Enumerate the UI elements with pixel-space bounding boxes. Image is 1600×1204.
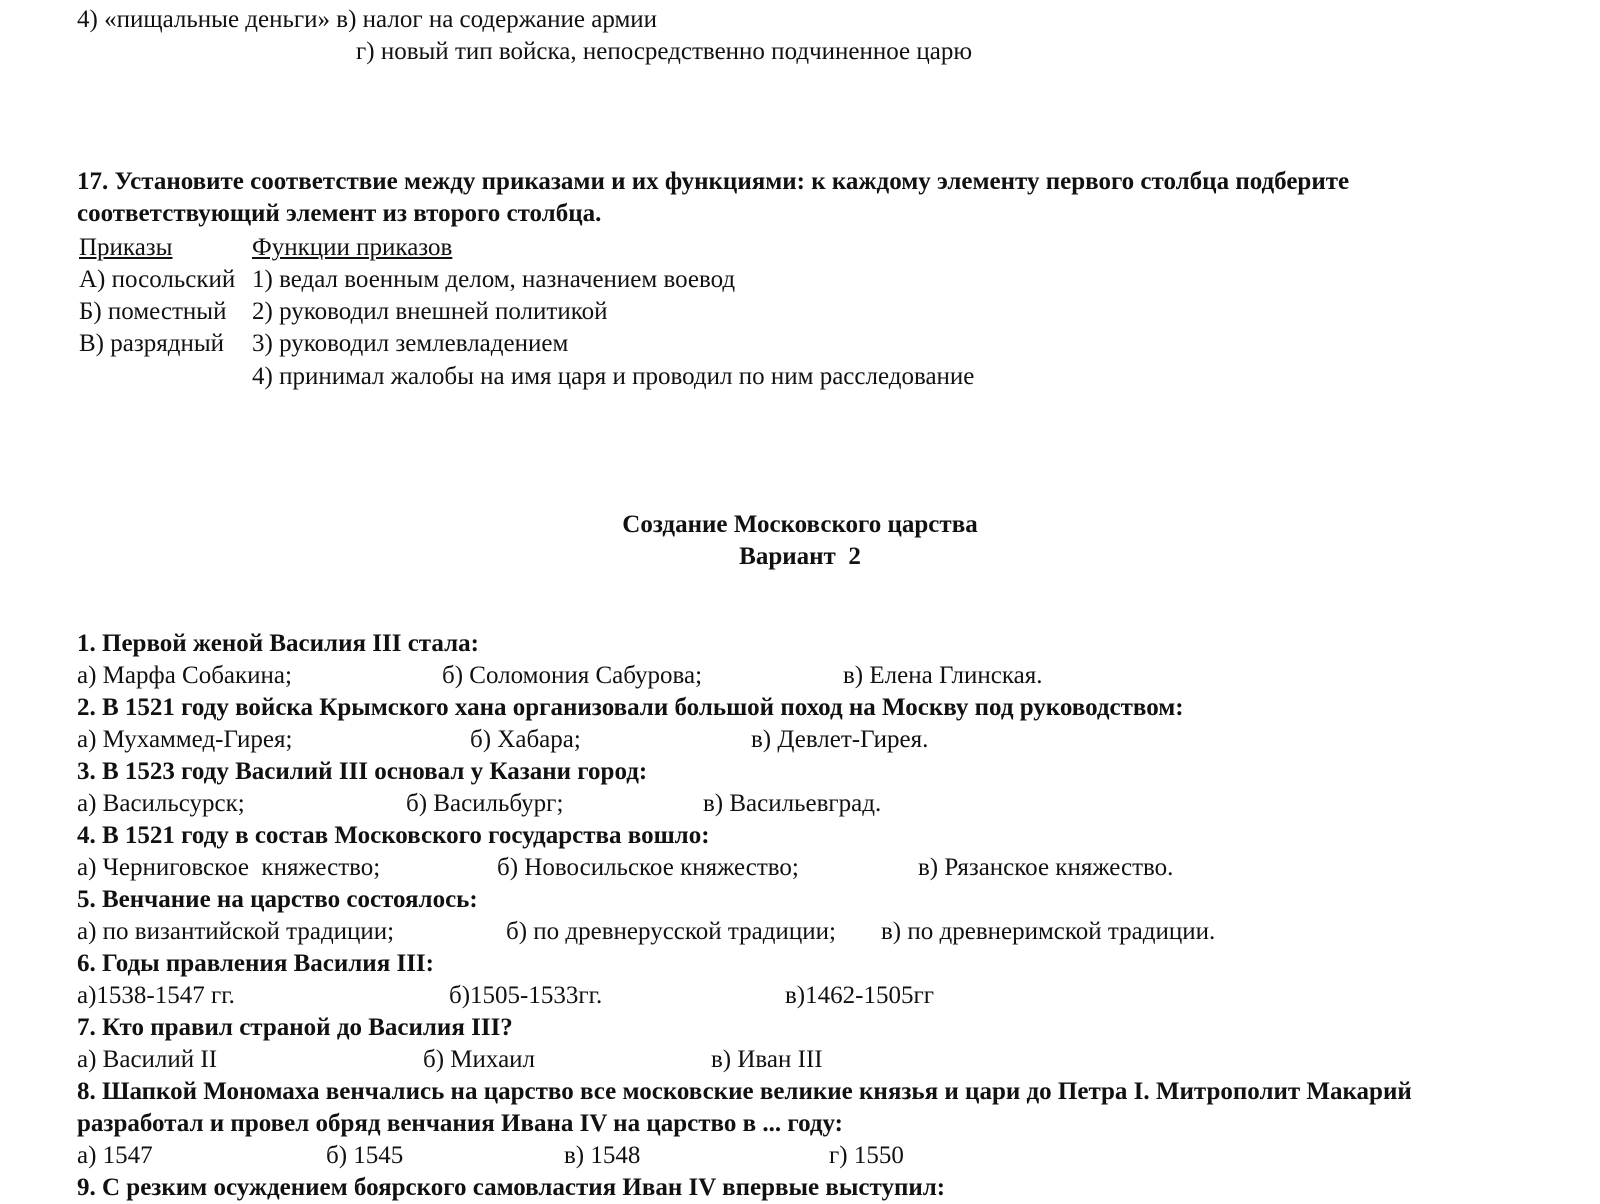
q17-col2-item-1: 1) ведал военным делом, назначением воевод — [252, 266, 736, 293]
q3-option-b: б) Васильбург; — [406, 790, 564, 817]
q2-option-a: а) Мухаммед-Гирея; — [77, 726, 293, 753]
section-title: Создание Московского царства — [622, 511, 978, 538]
q17-col1-item-a: А) посольский — [79, 266, 236, 293]
question-5: 5. Венчание на царство состоялось: — [77, 886, 478, 913]
q7-option-a: а) Василий II — [77, 1046, 218, 1073]
question-6: 6. Годы правления Василия III: — [77, 950, 434, 977]
q3-option-v: в) Васильевград. — [703, 790, 882, 817]
q8-option-a: а) 1547 — [77, 1142, 153, 1169]
q4-option-b: б) Новосильское княжество; — [497, 854, 799, 881]
q5-option-b: б) по древнерусской традиции; — [506, 918, 836, 945]
q6-option-a: а)1538-1547 гг. — [77, 982, 235, 1009]
q4-option-v: в) Рязанское княжество. — [918, 854, 1174, 881]
q17-text: . Установите соответствие между приказами и их функциями: к каждому элементу первого столбца подберите — [102, 168, 1350, 195]
q17-number: 17 — [77, 168, 102, 195]
q17-col2-item-4: 4) принимал жалобы на имя царя и проводил по ним расследование — [252, 363, 975, 390]
q7-option-v: в) Иван III — [711, 1046, 823, 1073]
q3-option-a: а) Васильсурск; — [77, 790, 245, 817]
q17-col1-item-v: В) разрядный — [79, 330, 224, 357]
q1-option-v: в) Елена Глинская. — [843, 662, 1043, 689]
q1-option-a: а) Марфа Собакина; — [77, 662, 292, 689]
q17-prompt-line1 — [77, 166, 1349, 198]
q17-prompt-line2: соответствующий элемент из второго столбца. — [77, 200, 602, 227]
prev-question-option-4: 4) «пищальные деньги» в) налог на содержание армии — [77, 6, 658, 33]
question-1: 1. Первой женой Василия III стала: — [77, 630, 479, 657]
q4-option-a: а) Черниговское княжество; — [77, 854, 381, 881]
q8-option-b: б) 1545 — [326, 1142, 404, 1169]
q1-option-b: б) Соломония Сабурова; — [442, 662, 703, 689]
prev-question-option-g: г) новый тип войска, непосредственно подчиненное царю — [356, 38, 973, 65]
q2-option-b: б) Хабара; — [470, 726, 581, 753]
question-9: 9. С резким осуждением боярского самовластия Иван IV впервые выступил: — [77, 1174, 946, 1201]
q8-option-v: в) 1548 — [564, 1142, 641, 1169]
question-3: 3. В 1523 году Василий III основал у Казани город: — [77, 758, 648, 785]
q5-option-a: а) по византийской традиции; — [77, 918, 395, 945]
question-8-line1: 8. Шапкой Мономаха венчались на царство все московские великие князья и цари до Петра I. Митрополит Макарий — [77, 1078, 1412, 1105]
question-8-line2: разработал и провел обряд венчания Ивана IV на царство в ... году: — [77, 1110, 844, 1137]
q17-col2-header: Функции приказов — [252, 234, 453, 261]
q17-col2-item-2: 2) руководил внешней политикой — [252, 298, 608, 325]
q6-option-b: б)1505-1533гг. — [449, 982, 603, 1009]
q17-col2-item-3: 3) руководил землевладением — [252, 330, 569, 357]
q2-option-v: в) Девлет-Гирея. — [751, 726, 929, 753]
question-7: 7. Кто правил страной до Василия III? — [77, 1014, 513, 1041]
question-2: 2. В 1521 году войска Крымского хана организовали большой поход на Москву под руководством: — [77, 694, 1184, 721]
question-4: 4. В 1521 году в состав Московского государства вошло: — [77, 822, 710, 849]
section-variant: Вариант 2 — [739, 543, 861, 570]
q7-option-b: б) Михаил — [423, 1046, 536, 1073]
q17-col1-item-b: Б) поместный — [79, 298, 227, 325]
q17-col1-header: Приказы — [79, 234, 173, 261]
q5-option-v: в) по древнеримской традиции. — [881, 918, 1216, 945]
q8-option-g: г) 1550 — [829, 1142, 904, 1169]
q6-option-v: в)1462-1505гг — [785, 982, 934, 1009]
